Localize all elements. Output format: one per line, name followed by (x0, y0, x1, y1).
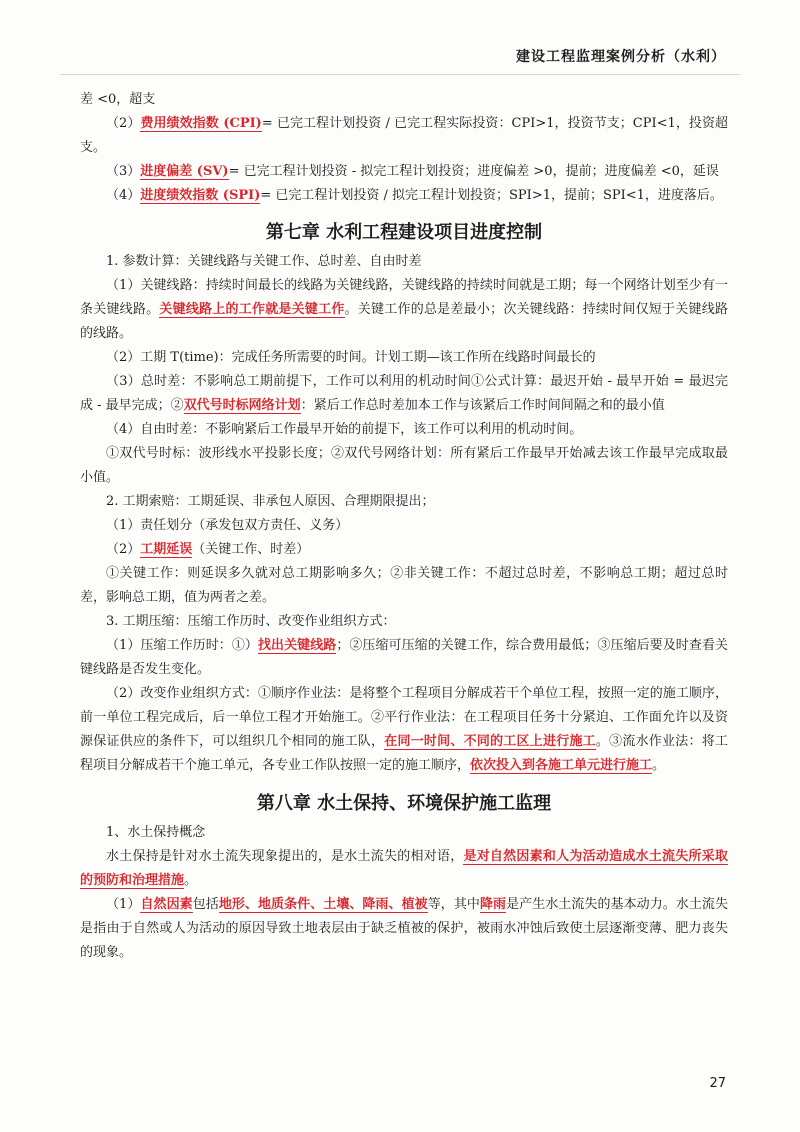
running-header: 建设工程监理案例分析（水利） (516, 49, 726, 65)
paragraph: （2）费用绩效指数 (CPI)= 已完工程计划投资 / 已完工程实际投资：CPI>1，投资节支；CPI<1，投资超支。 (80, 116, 729, 155)
highlight-term: 双代号时标网络计划 (183, 398, 301, 413)
paragraph: （1）压缩工作历时：①）找出关键线路；②压缩可压缩的关键工作，综合费用最低；③压缩后要及时查看关键线路是否发生变化。 (80, 638, 728, 677)
highlight-term: 是对自然因素和人为活动造成水土流失所采取的预防和治理措施 (80, 849, 728, 888)
highlight-term: 地形、地质条件、土壤、降雨、植被 (218, 897, 428, 912)
paragraph: 2. 工期索赔：工期延误、非承包人原因、合理期限提出； (106, 494, 435, 509)
highlight-term: 工期延误 (140, 542, 193, 557)
highlight-term: 自然因素 (140, 897, 193, 912)
highlight-term: 在同一时间、不同的工区上进行施工 (384, 734, 596, 749)
header-divider (60, 74, 740, 75)
paragraph: （2）改变作业组织方式：①顺序作业法：是将整个工程项目分解成若干个单位工程，按照一定的施工顺序，前一单位工程完成后，后一单位工程才开始施工。②平行作业法：在工程项目任务十分紧迫、工作面允许以及资源保证供应的条件下，可以组织几个相同的施工队，在同一时间、不同的工区上进行施工。③流水作业法：将工程项目分解成若干个施工单元，各专业工作队按照一定的施工顺序，依次投入到各施工单元进行施工。 (80, 686, 728, 773)
highlight-term: 费用绩效指数 (CPI) (140, 116, 262, 131)
highlight-term: 进度偏差 (SV) (140, 164, 229, 179)
paragraph: ①关键工作：则延误多久就对总工期影响多久；②非关键工作：不超过总时差，不影响总工期；超过总时差，影响总工期，值为两者之差。 (80, 566, 728, 605)
paragraph: 差 <0，超支 (80, 92, 156, 107)
paragraph: （3）总时差：不影响总工期前提下，工作可以利用的机动时间①公式计算：最迟开始 - 最早开始 = 最迟完成 - 最早完成；②双代号时标网络计划：紧后工作总时差加本工作与该紧后工作时间间隔之和的最小值 (80, 374, 728, 413)
highlight-term: 依次投入到各施工单元进行施工 (470, 758, 653, 773)
highlight-term: 进度绩效指数 (SPI) (140, 188, 261, 203)
highlight-term: 降雨 (479, 897, 507, 912)
paragraph: （2）工期 T(time)：完成任务所需要的时间。计划工期—该工作所在线路时间最长的 (106, 350, 596, 365)
highlight-term: 关键线路上的工作就是关键工作 (159, 302, 345, 317)
highlight-term: 找出关键线路 (257, 638, 337, 653)
paragraph: 1、水土保持概念 (106, 825, 206, 840)
chapter-8-heading: 第八章 水土保持、环境保护施工监理 (256, 793, 552, 814)
paragraph: 3. 工期压缩：压缩工作历时、改变作业组织方式： (106, 614, 396, 629)
paragraph: （2）工期延误（关键工作、时差） (106, 542, 310, 557)
chapter-7-heading: 第七章 水利工程建设项目进度控制 (265, 222, 543, 243)
paragraph: （1）关键线路：持续时间最长的线路为关键线路，关键线路的持续时间就是工期；每一个网络计划至少有一条关键线路。关键线路上的工作就是关键工作。关键工作的总是差最小；次关键线路：持续时间仅短于关键线路的线路。 (80, 278, 728, 341)
page-number: 27 (709, 1076, 726, 1091)
paragraph: （1）责任划分（承发包双方责任、义务） (106, 518, 349, 533)
paragraph: （1）自然因素包括地形、地质条件、土壤、降雨、植被等，其中降雨是产生水土流失的基本动力。水土流失是指由于自然或人为活动的原因导致土地表层由于缺乏植被的保护，被雨水冲蚀后致使土层逐渐变薄、肥力丧失的现象。 (80, 897, 728, 960)
paragraph: （4）自由时差：不影响紧后工作最早开始的前提下，该工作可以利用的机动时间。 (106, 422, 583, 437)
page-body (80, 88, 728, 965)
paragraph: ①双代号时标：波形线水平投影长度；②双代号网络计划：所有紧后工作最早开始减去该工作最早完成取最小值。 (80, 446, 728, 485)
paragraph: 水土保持是针对水土流失现象提出的，是水土流失的相对语，是对自然因素和人为活动造成水土流失所采取的预防和治理措施。 (80, 849, 728, 888)
paragraph: （4）进度绩效指数 (SPI)= 已完工程计划投资 / 拟完工程计划投资；SPI>1，提前；SPI<1，进度落后。 (106, 188, 723, 203)
paragraph: （3）进度偏差 (SV)= 已完工程计划投资 - 拟完工程计划投资；进度偏差 >0，提前；进度偏差 <0，延误 (106, 164, 719, 179)
paragraph: 1. 参数计算：关键线路与关键工作、总时差、自由时差 (106, 254, 422, 269)
